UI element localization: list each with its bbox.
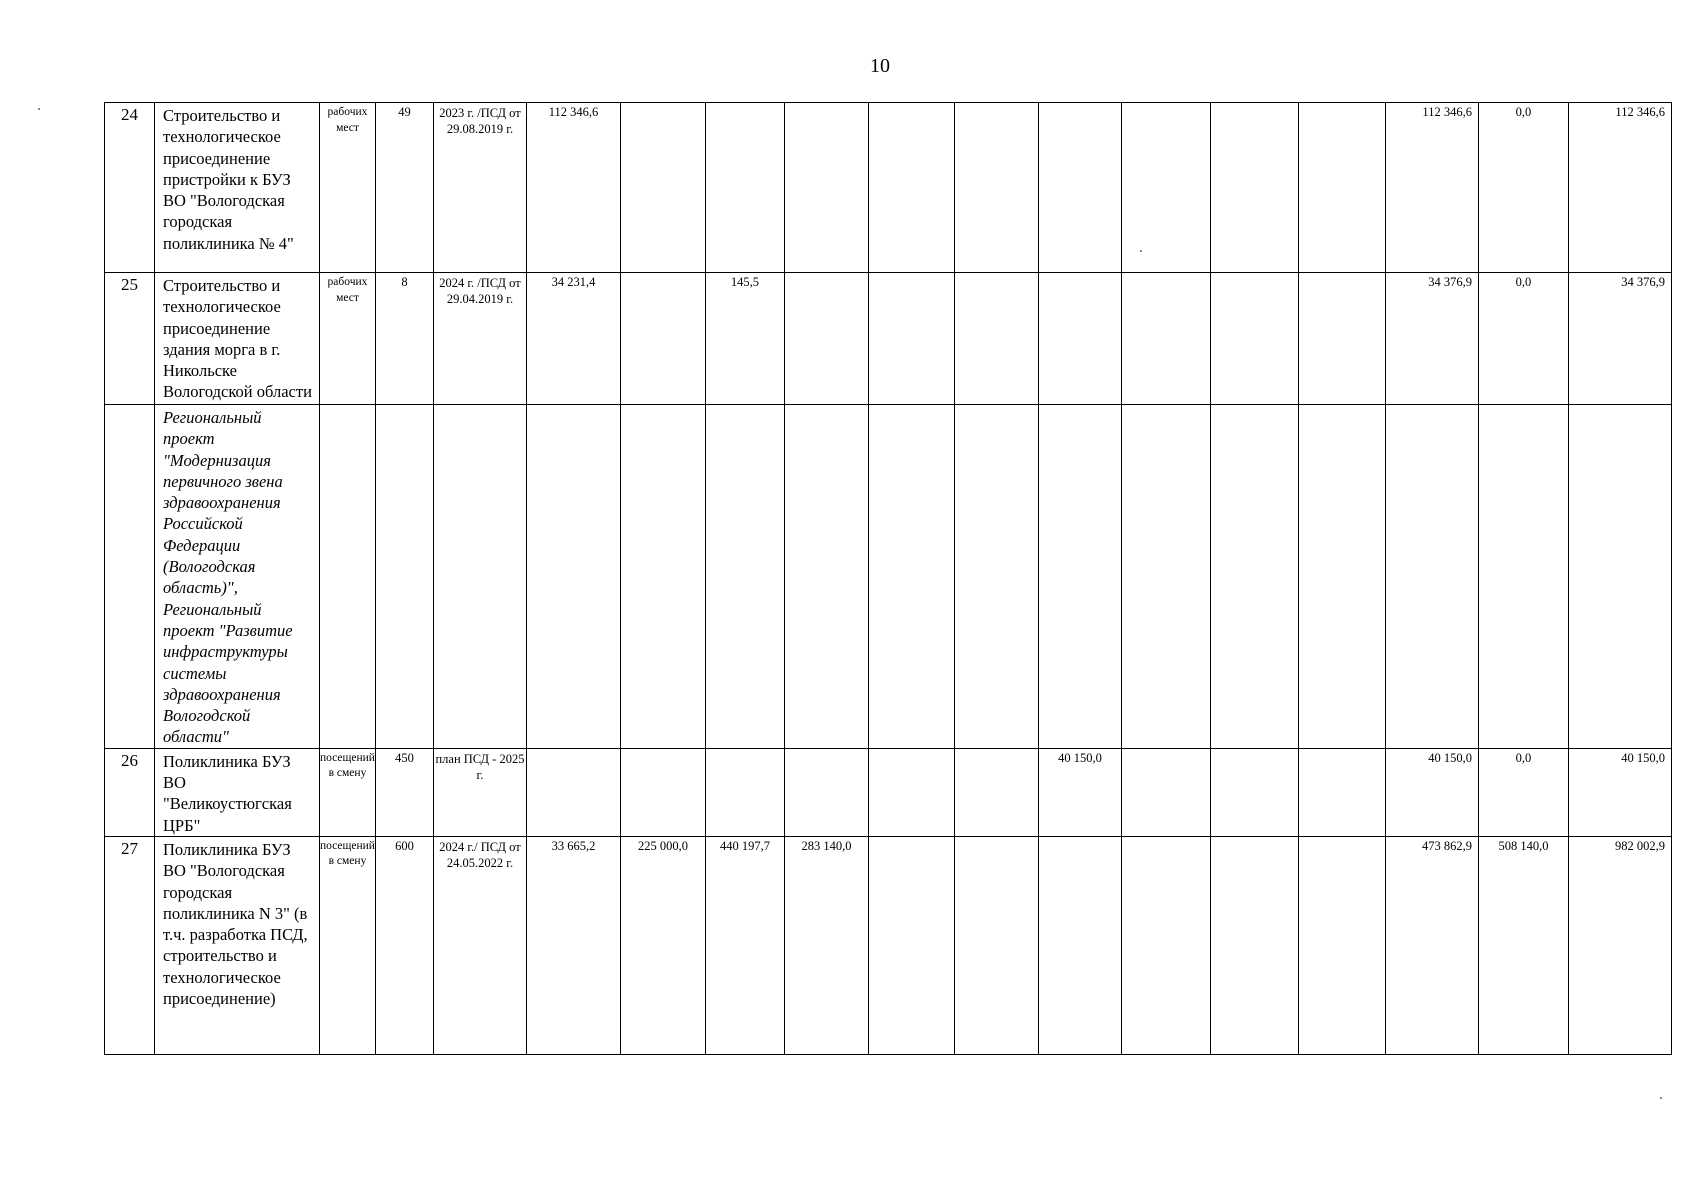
amount-7 <box>1038 836 1121 1054</box>
amount-3 <box>705 405 784 749</box>
total-other: 508 140,0 <box>1478 836 1568 1054</box>
row-number: 27 <box>105 836 155 1054</box>
amount-8 <box>1121 273 1210 405</box>
unit-of-measure <box>320 405 376 749</box>
amount-4 <box>784 273 868 405</box>
unit-of-measure: посещений в смену <box>320 836 376 1054</box>
table-row-section-header <box>105 405 1672 749</box>
total: 982 002,9 <box>1568 836 1671 1054</box>
amount-1 <box>526 748 620 836</box>
amount-2: 225 000,0 <box>620 836 705 1054</box>
amount-7 <box>1038 103 1121 273</box>
total-federal: 40 150,0 <box>1385 748 1478 836</box>
object-name: Поликлиника БУЗ ВО "Великоустюгская ЦРБ" <box>155 748 320 836</box>
amount-4 <box>784 405 868 749</box>
amount-5 <box>868 405 954 749</box>
capacity: 8 <box>375 273 433 405</box>
total <box>1568 405 1671 749</box>
amount-10 <box>1298 273 1385 405</box>
total-federal: 473 862,9 <box>1385 836 1478 1054</box>
amount-5 <box>868 103 954 273</box>
term-and-design-docs: план ПСД - 2025 г. <box>433 748 526 836</box>
unit-of-measure: рабочих мест <box>320 273 376 405</box>
amount-6 <box>954 748 1038 836</box>
amount-10 <box>1298 405 1385 749</box>
total-other: 0,0 <box>1478 273 1568 405</box>
amount-1: 33 665,2 <box>526 836 620 1054</box>
amount-3 <box>705 748 784 836</box>
total-other: 0,0 <box>1478 748 1568 836</box>
amount-8 <box>1121 103 1210 273</box>
amount-1: 112 346,6 <box>526 103 620 273</box>
total-federal: 112 346,6 <box>1385 103 1478 273</box>
capacity: 49 <box>375 103 433 273</box>
amount-7 <box>1038 405 1121 749</box>
amount-2 <box>620 748 705 836</box>
amount-3: 145,5 <box>705 273 784 405</box>
capacity: 600 <box>375 836 433 1054</box>
scan-speck <box>1660 1097 1662 1099</box>
amount-4 <box>784 103 868 273</box>
object-name: Поликлиника БУЗ ВО "Вологодская городская поликлиника N 3" (в т.ч. разработка ПСД, строительство и технологическое присоединение) <box>155 836 320 1054</box>
amount-4 <box>784 748 868 836</box>
total-other: 0,0 <box>1478 103 1568 273</box>
amount-6 <box>954 836 1038 1054</box>
capacity: 450 <box>375 748 433 836</box>
amount-7: 40 150,0 <box>1038 748 1121 836</box>
total-federal <box>1385 405 1478 749</box>
object-name: Строительство и технологическое присоединение здания морга в г. Никольске Вологодской области <box>155 273 320 405</box>
unit-of-measure: посещений в смену <box>320 748 376 836</box>
row-number <box>105 405 155 749</box>
row-number: 26 <box>105 748 155 836</box>
scan-speck <box>38 108 40 110</box>
amount-6 <box>954 273 1038 405</box>
amount-2 <box>620 103 705 273</box>
table-row <box>105 748 1672 836</box>
amount-4: 283 140,0 <box>784 836 868 1054</box>
amount-8 <box>1121 748 1210 836</box>
term-and-design-docs: 2024 г./ ПСД от 24.05.2022 г. <box>433 836 526 1054</box>
amount-9 <box>1210 273 1298 405</box>
scan-speck <box>1140 250 1142 252</box>
amount-2 <box>620 405 705 749</box>
amount-9 <box>1210 836 1298 1054</box>
total: 112 346,6 <box>1568 103 1671 273</box>
amount-8 <box>1121 405 1210 749</box>
total: 34 376,9 <box>1568 273 1671 405</box>
amount-10 <box>1298 836 1385 1054</box>
amount-1 <box>526 405 620 749</box>
term-and-design-docs: 2024 г. /ПСД от 29.04.2019 г. <box>433 273 526 405</box>
table-row <box>105 103 1672 273</box>
row-number: 25 <box>105 273 155 405</box>
amount-6 <box>954 103 1038 273</box>
section-title: Региональный проект "Модернизация первичного звена здравоохранения Российской Федерации (Вологодская область)", Региональный проект "Развитие инфраструктуры системы здравоохранения Вологодской области" <box>155 405 320 749</box>
amount-7 <box>1038 273 1121 405</box>
total: 40 150,0 <box>1568 748 1671 836</box>
amount-3: 440 197,7 <box>705 836 784 1054</box>
investment-objects-table <box>104 102 1672 1055</box>
amount-10 <box>1298 748 1385 836</box>
amount-3 <box>705 103 784 273</box>
amount-9 <box>1210 103 1298 273</box>
table-row <box>105 836 1672 1054</box>
total-federal: 34 376,9 <box>1385 273 1478 405</box>
amount-5 <box>868 748 954 836</box>
amount-5 <box>868 836 954 1054</box>
amount-8 <box>1121 836 1210 1054</box>
capacity <box>375 405 433 749</box>
object-name: Строительство и технологическое присоединение пристройки к БУЗ ВО "Вологодская городская поликлиника № 4" <box>155 103 320 273</box>
term-and-design-docs <box>433 405 526 749</box>
term-and-design-docs: 2023 г. /ПСД от 29.08.2019 г. <box>433 103 526 273</box>
total-other <box>1478 405 1568 749</box>
amount-6 <box>954 405 1038 749</box>
amount-10 <box>1298 103 1385 273</box>
table-row <box>105 273 1672 405</box>
amount-2 <box>620 273 705 405</box>
amount-9 <box>1210 405 1298 749</box>
amount-9 <box>1210 748 1298 836</box>
unit-of-measure: рабочих мест <box>320 103 376 273</box>
row-number: 24 <box>105 103 155 273</box>
amount-1: 34 231,4 <box>526 273 620 405</box>
amount-5 <box>868 273 954 405</box>
page-number: 10 <box>870 55 890 77</box>
